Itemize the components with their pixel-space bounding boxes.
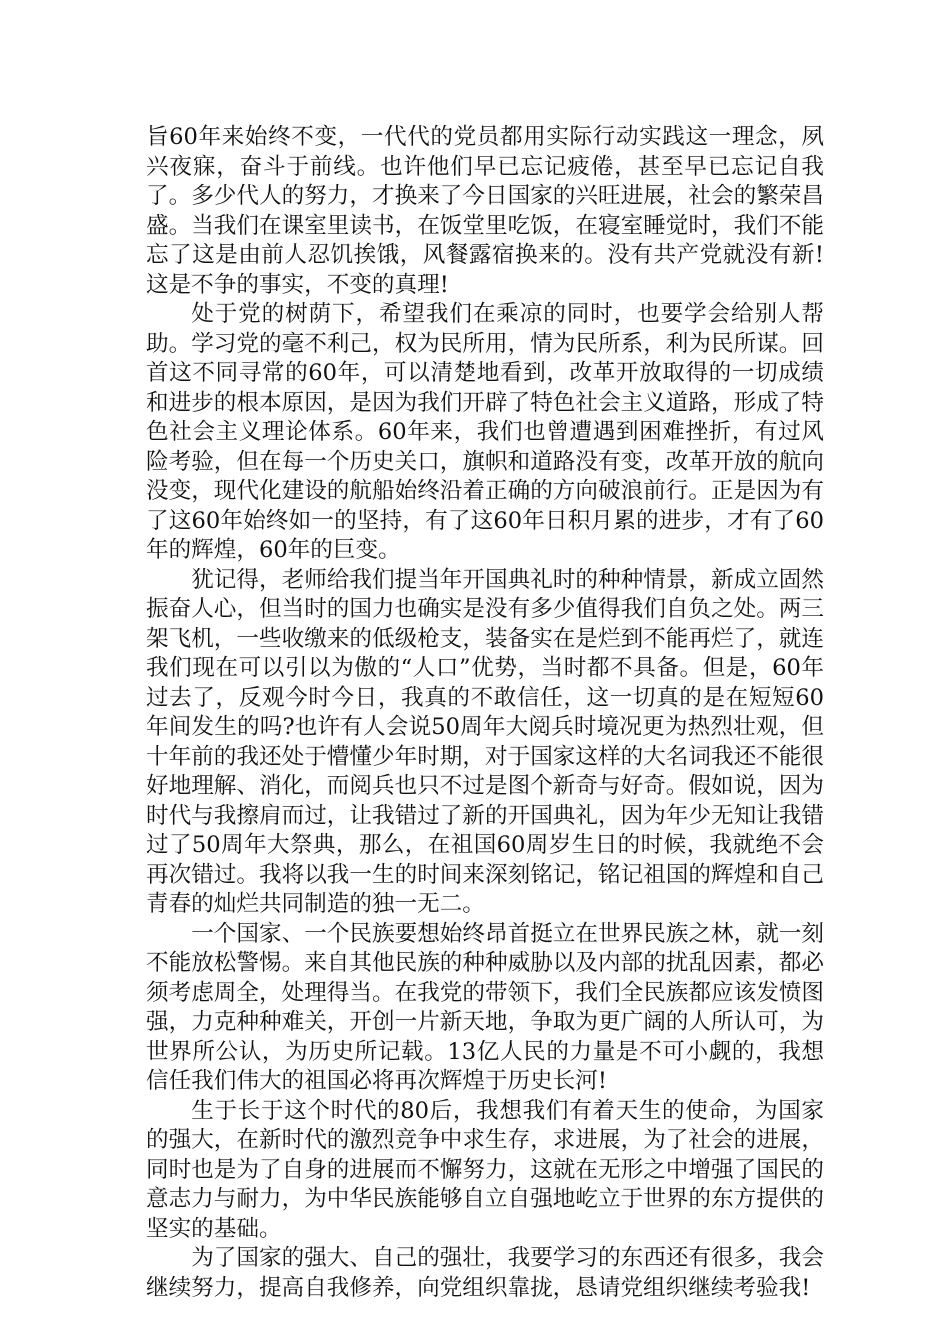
paragraph-4: 一个国家、一个民族要想始终昂首挺立在世界民族之林，就一刻不能放松警惕。来自其他民族的种种威胁以及内部的扰乱因素，都必须考虑周全，处理得当。在我党的带领下，我们全民族都应该发愤图强，力克种种难关，开创一片新天地，争取为更广阔的人所认可，为世界所公认，为历史所记载。13亿人民的力量是不可小觑的，我想信任我们伟大的祖国必将再次辉煌于历史长河! — [146, 920, 824, 1094]
document-body — [146, 123, 824, 1303]
paragraph-2: 处于党的树荫下，希望我们在乘凉的同时，也要学会给别人帮助。学习党的毫不利己，权为民所用，情为民所系，利为民所谋。回首这不同寻常的60年，可以清楚地看到，改革开放取得的一切成绩和进步的根本原因，是因为我们开辟了特色社会主义道路，形成了特色社会主义理论体系。60年来，我们也曾遭遇到困难挫折，有过风险考验，但在每一个历史关口，旗帜和道路没有变，改革开放的航向没变，现代化建设的航船始终沿着正确的方向破浪前行。正是因为有了这60年始终如一的坚持，有了这60年日积月累的进步，才有了60年的辉煌，60年的巨变。 — [146, 301, 824, 563]
paragraph-3: 犹记得，老师给我们提当年开国典礼时的种种情景，新成立固然振奋人心，但当时的国力也确实是没有多少值得我们自负之处。两三架飞机，一些收缴来的低级枪支，装备实在是烂到不能再烂了，就连我们现在可以引以为傲的“人口”优势，当时都不具备。但是，60年过去了，反观今时今日，我真的不敢信任，这一切真的是在短短60年间发生的吗?也许有人会说50周年大阅兵时境况更为热烈壮观，但十年前的我还处于懵懂少年时期，对于国家这样的大名词我还不能很好地理解、消化，而阅兵也只不过是图个新奇与好奇。假如说，因为时代与我擦肩而过，让我错过了新的开国典礼，因为年少无知让我错过了50周年大祭典，那么，在祖国60周岁生日的时候，我就绝不会再次错过。我将以我一生的时间来深刻铭记，铭记祖国的辉煌和自己青春的灿烂共同制造的独一无二。 — [146, 566, 824, 917]
paragraph-6: 为了国家的强大、自己的强壮，我要学习的东西还有很多，我会继续努力，提高自我修养，向党组织靠拢，恳请党组织继续考验我! — [146, 1245, 824, 1301]
paragraph-1: 旨60年来始终不变，一代代的党员都用实际行动实践这一理念，夙兴夜寐，奋斗于前线。也许他们早已忘记疲倦，甚至早已忘记自我了。多少代人的努力，才换来了今日国家的兴旺进展，社会的繁荣昌盛。当我们在课室里读书，在饭堂里吃饭，在寝室睡觉时，我们不能忘了这是由前人忍饥挨饿，风餐露宿换来的。没有共产党就没有新!这是不争的事实，不变的真理! — [146, 124, 824, 298]
paragraph-5: 生于长于这个时代的80后，我想我们有着天生的使命，为国家的强大，在新时代的激烈竞争中求生存，求进展，为了社会的进展，同时也是为了自身的进展而不懈努力，这就在无形之中增强了国民的意志力与耐力，为中华民族能够自立自强地屹立于世界的东方提供的坚实的基础。 — [146, 1097, 824, 1242]
